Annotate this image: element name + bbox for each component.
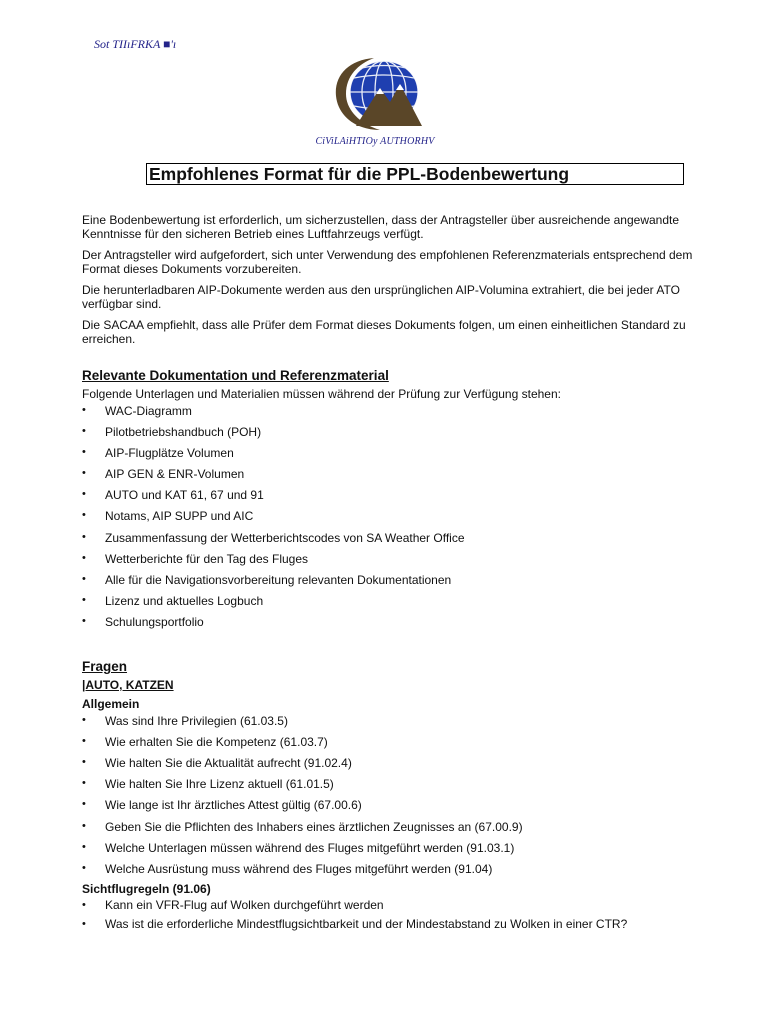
- list-item: [82, 487, 702, 508]
- intro-paragraph: Die SACAA empfiehlt, dass alle Prüfer dem Format dieses Dokuments folgen, um einen einheitlichen Standard zu erreichen.: [82, 318, 686, 346]
- list-item: [82, 593, 702, 614]
- list-item: [82, 917, 702, 936]
- list-item: [82, 551, 702, 572]
- intro-paragraph: Eine Bodenbewertung ist erforderlich, um sicherzustellen, dass der Antragsteller über ausreichende angewandte Kenntnisse für den sicheren Betrieb eines Luftfahrzeugs verfügt.: [82, 213, 680, 241]
- list-item: [82, 861, 702, 882]
- list-item-text: Wie halten Sie die Aktualität aufrecht (91.02.4): [105, 756, 352, 771]
- bullet-icon: •: [82, 509, 86, 522]
- bullet-icon: •: [82, 819, 86, 832]
- vfr-question-list: [82, 898, 702, 936]
- list-item: [82, 614, 702, 635]
- bullet-icon: •: [82, 572, 86, 585]
- list-item-text: Geben Sie die Pflichten des Inhabers eines ärztlichen Zeugnisses an (67.00.9): [105, 819, 523, 834]
- list-item: [82, 530, 702, 551]
- bullet-icon: •: [82, 798, 86, 811]
- list-item: [82, 713, 702, 734]
- list-item: [82, 734, 702, 755]
- list-item: [82, 819, 702, 840]
- bullet-icon: •: [82, 446, 86, 459]
- general-question-list: [82, 713, 702, 882]
- bullet-icon: •: [82, 756, 86, 769]
- list-item-text: Lizenz und aktuelles Logbuch: [105, 593, 264, 608]
- bullet-icon: •: [82, 425, 86, 438]
- bullet-icon: •: [82, 861, 86, 874]
- list-item: [82, 797, 702, 818]
- list-item-text: Was sind Ihre Privilegien (61.03.5): [105, 714, 288, 729]
- list-item-text: Welche Unterlagen müssen während des Fluges mitgeführt werden (91.03.1): [105, 840, 515, 855]
- bullet-icon: •: [82, 917, 86, 930]
- list-item-text: Wie erhalten Sie die Kompetenz (61.03.7): [105, 735, 328, 750]
- list-item: [82, 445, 702, 466]
- list-item-text: Kann ein VFR-Flug auf Wolken durchgeführt werden: [105, 897, 384, 912]
- list-item-text: Notams, AIP SUPP und AIC: [105, 509, 254, 524]
- document-title-box: [146, 163, 684, 185]
- list-item-text: Welche Ausrüstung muss während des Fluges mitgeführt werden (91.04): [105, 861, 493, 876]
- bullet-icon: •: [82, 735, 86, 748]
- document-body: [82, 213, 702, 936]
- list-item: [82, 898, 702, 917]
- documentation-heading: Relevante Dokumentation und Referenzmaterial: [82, 368, 389, 383]
- bullet-icon: •: [82, 404, 86, 416]
- list-item: [82, 755, 702, 776]
- documentation-list: [82, 403, 702, 635]
- vfr-heading: Sichtflugregeln (91.06): [82, 881, 211, 896]
- bullet-icon: •: [82, 777, 86, 790]
- list-item: [82, 403, 702, 424]
- list-item-text: AUTO und KAT 61, 67 und 91: [105, 488, 264, 503]
- general-heading: Allgemein: [82, 697, 140, 712]
- list-item-text: Was ist die erforderliche Mindestflugsichtbarkeit und der Mindestabstand zu Wolken in einer CTR?: [105, 916, 628, 931]
- list-item-text: AIP GEN & ENR-Volumen: [105, 467, 245, 482]
- list-item-text: WAC-Diagramm: [105, 404, 192, 418]
- list-item-text: AIP-Flugplätze Volumen: [105, 446, 234, 461]
- bullet-icon: •: [82, 551, 86, 564]
- bullet-icon: •: [82, 898, 86, 911]
- list-item-text: Schulungsportfolio: [105, 614, 204, 629]
- list-item-text: Pilotbetriebshandbuch (POH): [105, 425, 262, 440]
- list-item-text: Wie lange ist Ihr ärztliches Attest gültig (67.00.6): [105, 798, 362, 813]
- questions-heading: Fragen: [82, 659, 128, 675]
- bullet-icon: •: [82, 530, 86, 543]
- header-note: Sot TIIıFRKA ■'ı: [94, 37, 177, 51]
- bullet-icon: •: [82, 593, 86, 606]
- list-item: [82, 840, 702, 861]
- list-item-text: Zusammenfassung der Wetterberichtscodes von SA Weather Office: [105, 530, 465, 545]
- list-item: [82, 572, 702, 593]
- bullet-icon: •: [82, 614, 86, 627]
- list-item: [82, 424, 702, 445]
- documentation-intro: Folgende Unterlagen und Materialien müssen während der Prüfung zur Verfügung stehen:: [82, 387, 561, 401]
- bullet-icon: •: [82, 488, 86, 501]
- list-item-text: Wetterberichte für den Tag des Fluges: [105, 551, 309, 566]
- bullet-icon: •: [82, 840, 86, 853]
- document-title: Empfohlenes Format für die PPL-Bodenbewertung: [149, 164, 570, 184]
- caa-logo-icon: [330, 54, 424, 134]
- list-item: [82, 508, 702, 529]
- bullet-icon: •: [82, 714, 86, 727]
- list-item: [82, 466, 702, 487]
- list-item-text: Alle für die Navigationsvorbereitung relevanten Dokumentationen: [105, 572, 452, 587]
- bullet-icon: •: [82, 467, 86, 480]
- intro-paragraph: Die herunterladbaren AIP-Dokumente werden aus den ursprünglichen AIP-Volumina extrahiert, die bei jeder ATO verfügbar sind.: [82, 283, 680, 311]
- questions-subheading: |AUTO, KATZEN: [82, 678, 174, 693]
- authority-label: CiViLAiHTIOy AUTHORHV: [315, 136, 435, 147]
- list-item: [82, 776, 702, 797]
- intro-paragraph: Der Antragsteller wird aufgefordert, sich unter Verwendung des empfohlenen Referenzmaterials entsprechend dem Format dieses Dokuments vorzubereiten.: [82, 248, 693, 276]
- list-item-text: Wie halten Sie Ihre Lizenz aktuell (61.01.5): [105, 777, 334, 792]
